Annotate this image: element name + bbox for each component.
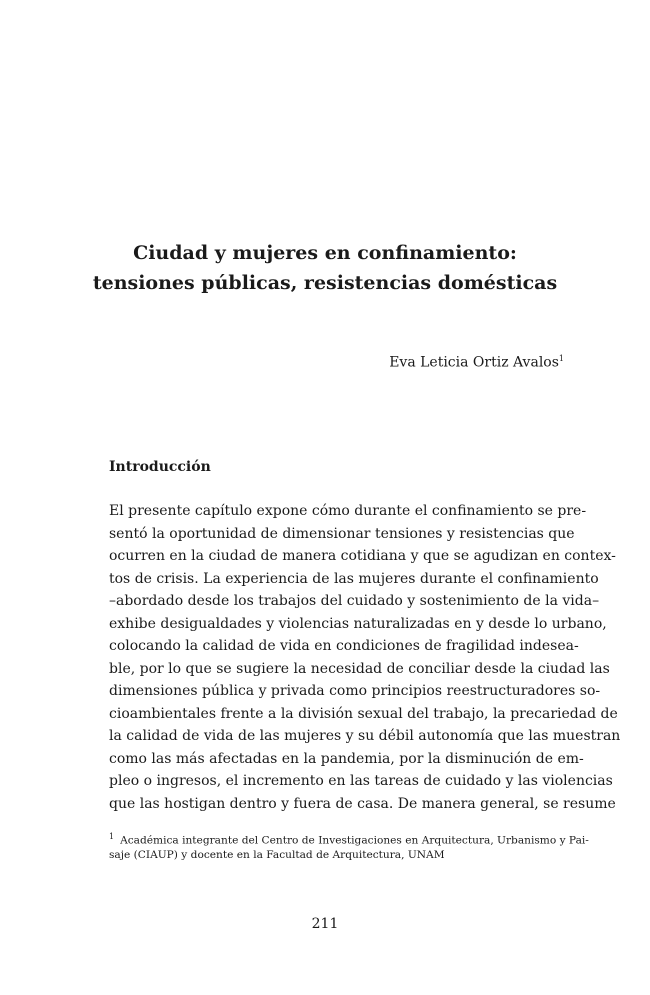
body-line: ocurren en la ciudad de manera cotidiana y que se agudizan en contex- (109, 548, 616, 564)
body-line: pleo o ingresos, el incremento en las tareas de cuidado y las violencias (109, 773, 613, 789)
body-line: sentó la oportunidad de dimensionar tensiones y resistencias que (109, 525, 575, 542)
footnote-line: saje (CIAUP) y docente en la Facultad de Arquitectura, UNAM (109, 849, 445, 861)
body-line: –abordado desde los trabajos del cuidado y sostenimiento de la vida– (109, 593, 600, 609)
author-footnote-mark: 1 (558, 354, 564, 363)
body-line: cioambientales frente a la división sexual del trabajo, la precariedad de (109, 705, 618, 722)
chapter-title-line-1: Ciudad y mujeres en confinamiento: (133, 242, 517, 264)
body-paragraph (109, 500, 621, 815)
body-line: que las hostigan dentro y fuera de casa. De manera general, se resume (109, 795, 616, 812)
author-name-text: Eva Leticia Ortiz Avalos (389, 354, 559, 371)
body-line: colocando la calidad de vida en condiciones de fragilidad indesea- (109, 638, 579, 654)
body-line: El presente capítulo expone cómo durante el confinamiento se pre- (109, 503, 587, 519)
author-name (389, 349, 564, 373)
body-line: ble, por lo que se sugiere la necesidad de conciliar desde la ciudad las (109, 660, 610, 677)
body-line: como las más afectadas en la pandemia, por la disminución de em- (109, 750, 584, 767)
body-line: tos de crisis. La experiencia de las mujeres durante el confinamiento (109, 570, 599, 587)
section-heading: Introducción (109, 459, 211, 475)
chapter-title-line-2: tensiones públicas, resistencias domésticas (92, 272, 558, 294)
body-line: exhibe desigualdades y violencias naturalizadas en y desde lo urbano, (109, 615, 607, 632)
page-number: 211 (311, 916, 339, 932)
footnote-line (109, 827, 589, 847)
body-line: dimensiones pública y privada como principios reestructuradores so- (109, 683, 601, 699)
footnote-mark: 1 (109, 832, 115, 841)
footnote-text: Académica integrante del Centro de Investigaciones en Arquitectura, Urbanismo y Pai- (120, 834, 589, 847)
body-line: la calidad de vida de las mujeres y su débil autonomía que las muestran (109, 728, 621, 744)
footnote (109, 827, 589, 865)
